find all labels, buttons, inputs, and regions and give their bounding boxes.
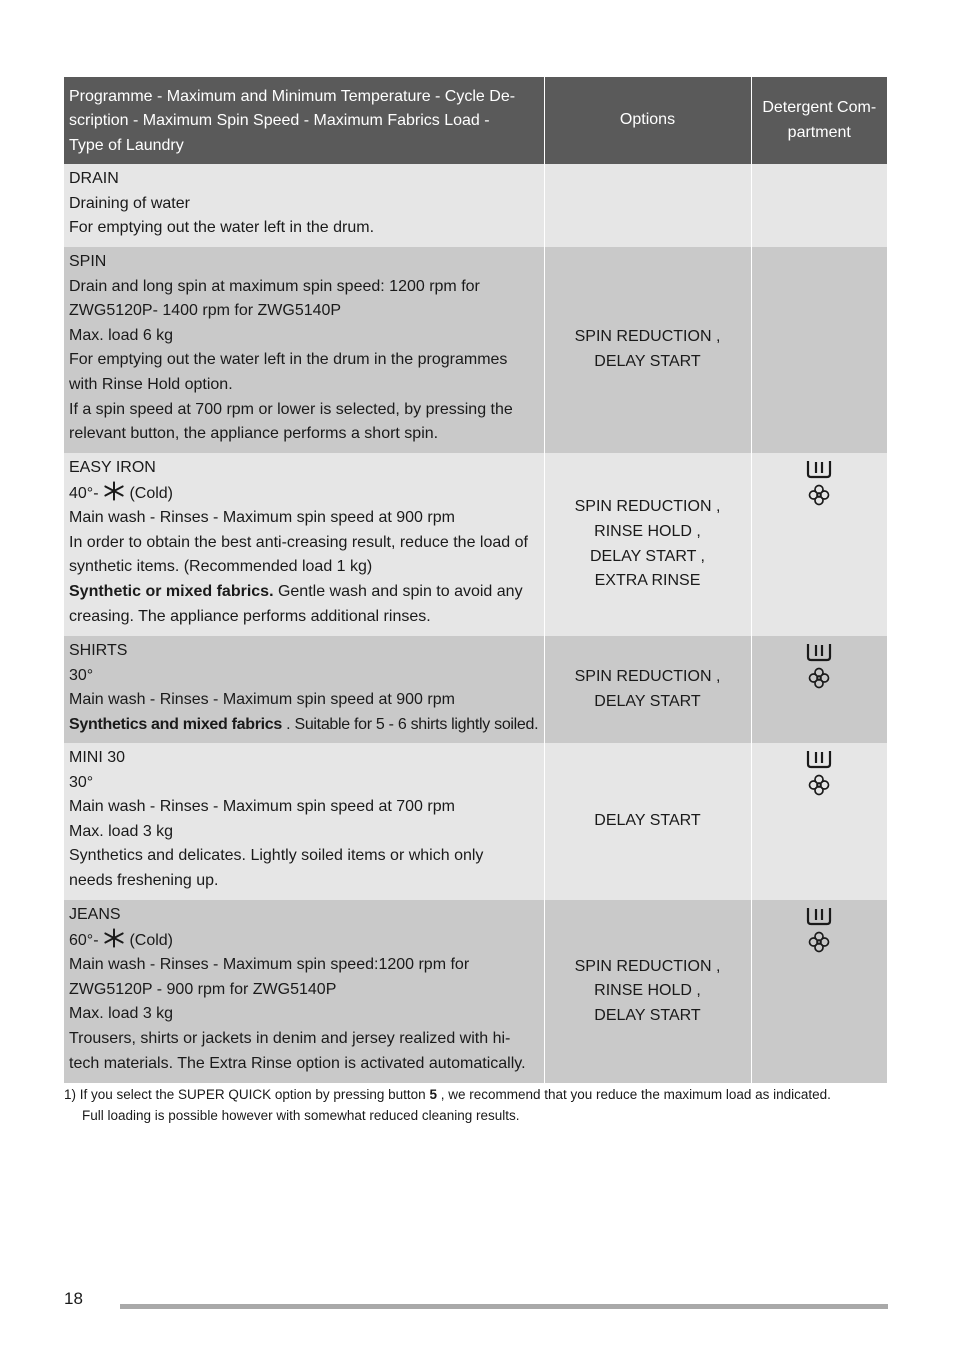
option-label: DELAY START — [594, 1006, 701, 1024]
fabric-line — [69, 713, 539, 738]
main-wash-compartment-icon — [806, 749, 832, 769]
programme-name: SHIRTS — [69, 642, 128, 659]
table-row-mini-30 — [64, 743, 887, 900]
option-label: SPIN REDUCTION , — [574, 667, 721, 685]
fabric-note: Gentle wash and spin to avoid any — [273, 582, 523, 600]
temperature-value: 30° — [69, 666, 94, 684]
option-label: DELAY START — [594, 353, 701, 370]
temperature-value: 30° — [69, 773, 94, 791]
table-row-shirts — [64, 636, 887, 743]
programme-name: JEANS — [69, 906, 121, 923]
programme-name: DRAIN — [69, 170, 119, 187]
programme-cell — [64, 900, 544, 1083]
description-line: synthetic items. (Recommended load 1 kg) — [69, 558, 373, 576]
detergent-cell — [751, 247, 887, 453]
programme-name: MINI 30 — [69, 749, 126, 766]
temperature-value: 40°- — [69, 484, 99, 502]
page-number: 18 — [64, 1289, 83, 1308]
description-line: If a spin speed at 700 rpm or lower is selected, by pressing the — [69, 400, 513, 418]
programme-name: SPIN — [69, 253, 107, 270]
fabric-line — [69, 580, 534, 605]
description-line: Max. load 3 kg — [69, 1005, 174, 1023]
table-header-row — [64, 77, 887, 164]
table-row-easy-iron — [64, 453, 887, 636]
option-label: RINSE HOLD , — [594, 522, 701, 540]
option-label: RINSE HOLD , — [594, 982, 701, 1000]
description-line: with Rinse Hold option. — [69, 375, 233, 393]
programme-table — [64, 77, 887, 1083]
description-line: Main wash - Rinses - Maximum spin speed at 900 rpm — [69, 691, 455, 709]
temperature-note: (Cold) — [129, 931, 173, 949]
programme-name: EASY IRON — [69, 459, 156, 476]
softener-compartment-icon — [808, 931, 830, 953]
fabric-note: . Suitable for 5 - 6 shirts lightly soiled. — [282, 715, 539, 733]
option-label: SPIN REDUCTION , — [574, 498, 721, 516]
description-line: Main wash - Rinses - Maximum spin speed at 900 rpm — [69, 509, 455, 527]
option-label: EXTRA RINSE — [594, 572, 701, 590]
option-label: DELAY START — [594, 692, 701, 710]
temperature-line — [69, 928, 534, 954]
footnote-line: Full loading is possible however with somewhat reduced cleaning results. — [82, 1108, 520, 1123]
header-line: scription - Maximum Spin Speed - Maximum Fabrics Load - — [69, 112, 490, 130]
softener-compartment-icon — [808, 667, 830, 689]
detergent-cell — [751, 164, 887, 247]
softener-compartment-icon — [808, 774, 830, 796]
description-line: Max. load 3 kg — [69, 822, 174, 840]
table-row-spin — [64, 247, 887, 453]
footnote-line — [64, 1084, 894, 1105]
description-line: Main wash - Rinses - Maximum spin speed:1200 rpm for — [69, 956, 470, 974]
header-detergent — [751, 77, 887, 164]
options-cell — [544, 900, 751, 1083]
footnote-text: 1) If you select the SUPER QUICK option by pressing button — [64, 1087, 430, 1102]
detergent-cell — [751, 743, 887, 900]
description-line: relevant button, the appliance performs a short spin. — [69, 425, 439, 443]
options-cell — [544, 164, 751, 247]
options-cell — [544, 453, 751, 636]
table-row-jeans — [64, 900, 887, 1083]
programme-cell — [64, 743, 544, 900]
footnote — [64, 1084, 894, 1126]
programme-cell — [64, 164, 544, 247]
description-line: Trousers, shirts or jackets in denim and jersey realized with hi- — [69, 1029, 511, 1047]
description-line: ZWG5120P - 900 rpm for ZWG5140P — [69, 980, 337, 998]
description-line: Draining of water — [69, 194, 190, 212]
footer-rule — [120, 1304, 888, 1309]
detergent-cell — [751, 900, 887, 1083]
programme-cell — [64, 247, 544, 453]
detergent-cell — [751, 636, 887, 743]
description-line: In order to obtain the best anti-creasing result, reduce the load of — [69, 533, 528, 551]
option-label: SPIN REDUCTION , — [574, 328, 721, 346]
temperature-line — [69, 481, 534, 507]
description-line: creasing. The appliance performs additional rinses. — [69, 607, 431, 625]
description-line: needs freshening up. — [69, 871, 219, 889]
header-line: Detergent Com- — [762, 98, 877, 116]
description-line: Main wash - Rinses - Maximum spin speed at 700 rpm — [69, 798, 455, 816]
options-cell — [544, 636, 751, 743]
description-line: For emptying out the water left in the drum in the programmes — [69, 351, 508, 369]
programme-cell — [64, 636, 544, 743]
description-line: Max. load 6 kg — [69, 326, 174, 344]
temperature-value: 60°- — [69, 931, 99, 949]
description-line: ZWG5120P- 1400 rpm for ZWG5140P — [69, 302, 342, 320]
header-line: partment — [787, 123, 851, 141]
options-cell — [544, 743, 751, 900]
temperature-note: (Cold) — [129, 484, 173, 502]
footnote-text: , we recommend that you reduce the maximum load as indicated. — [436, 1087, 831, 1102]
softener-compartment-icon — [808, 484, 830, 506]
description-line: For emptying out the water left in the drum. — [69, 219, 375, 237]
cold-icon — [103, 481, 125, 501]
fabric-type: Synthetics and mixed fabrics — [69, 715, 283, 733]
description-line: Drain and long spin at maximum spin speed: 1200 rpm for — [69, 277, 480, 295]
header-programme — [64, 77, 544, 164]
main-wash-compartment-icon — [806, 906, 832, 926]
header-line: Type of Laundry — [69, 136, 184, 154]
option-label: DELAY START — [594, 812, 701, 830]
detergent-cell — [751, 453, 887, 636]
fabric-type: Synthetic or mixed fabrics. — [69, 582, 274, 600]
option-label: SPIN REDUCTION , — [574, 957, 721, 975]
header-options: Options — [544, 77, 751, 164]
options-cell — [544, 247, 751, 453]
programme-cell — [64, 453, 544, 636]
description-line: tech materials. The Extra Rinse option is activated automatically. — [69, 1054, 526, 1072]
table-row-drain — [64, 164, 887, 247]
cold-icon — [103, 928, 125, 948]
main-wash-compartment-icon — [806, 459, 832, 479]
footnote-button-number: 5 — [429, 1087, 437, 1102]
option-label: DELAY START , — [589, 547, 705, 565]
header-line: Programme - Maximum and Minimum Temperature - Cycle De- — [69, 87, 516, 105]
main-wash-compartment-icon — [806, 642, 832, 662]
description-line: Synthetics and delicates. Lightly soiled items or which only — [69, 847, 484, 865]
